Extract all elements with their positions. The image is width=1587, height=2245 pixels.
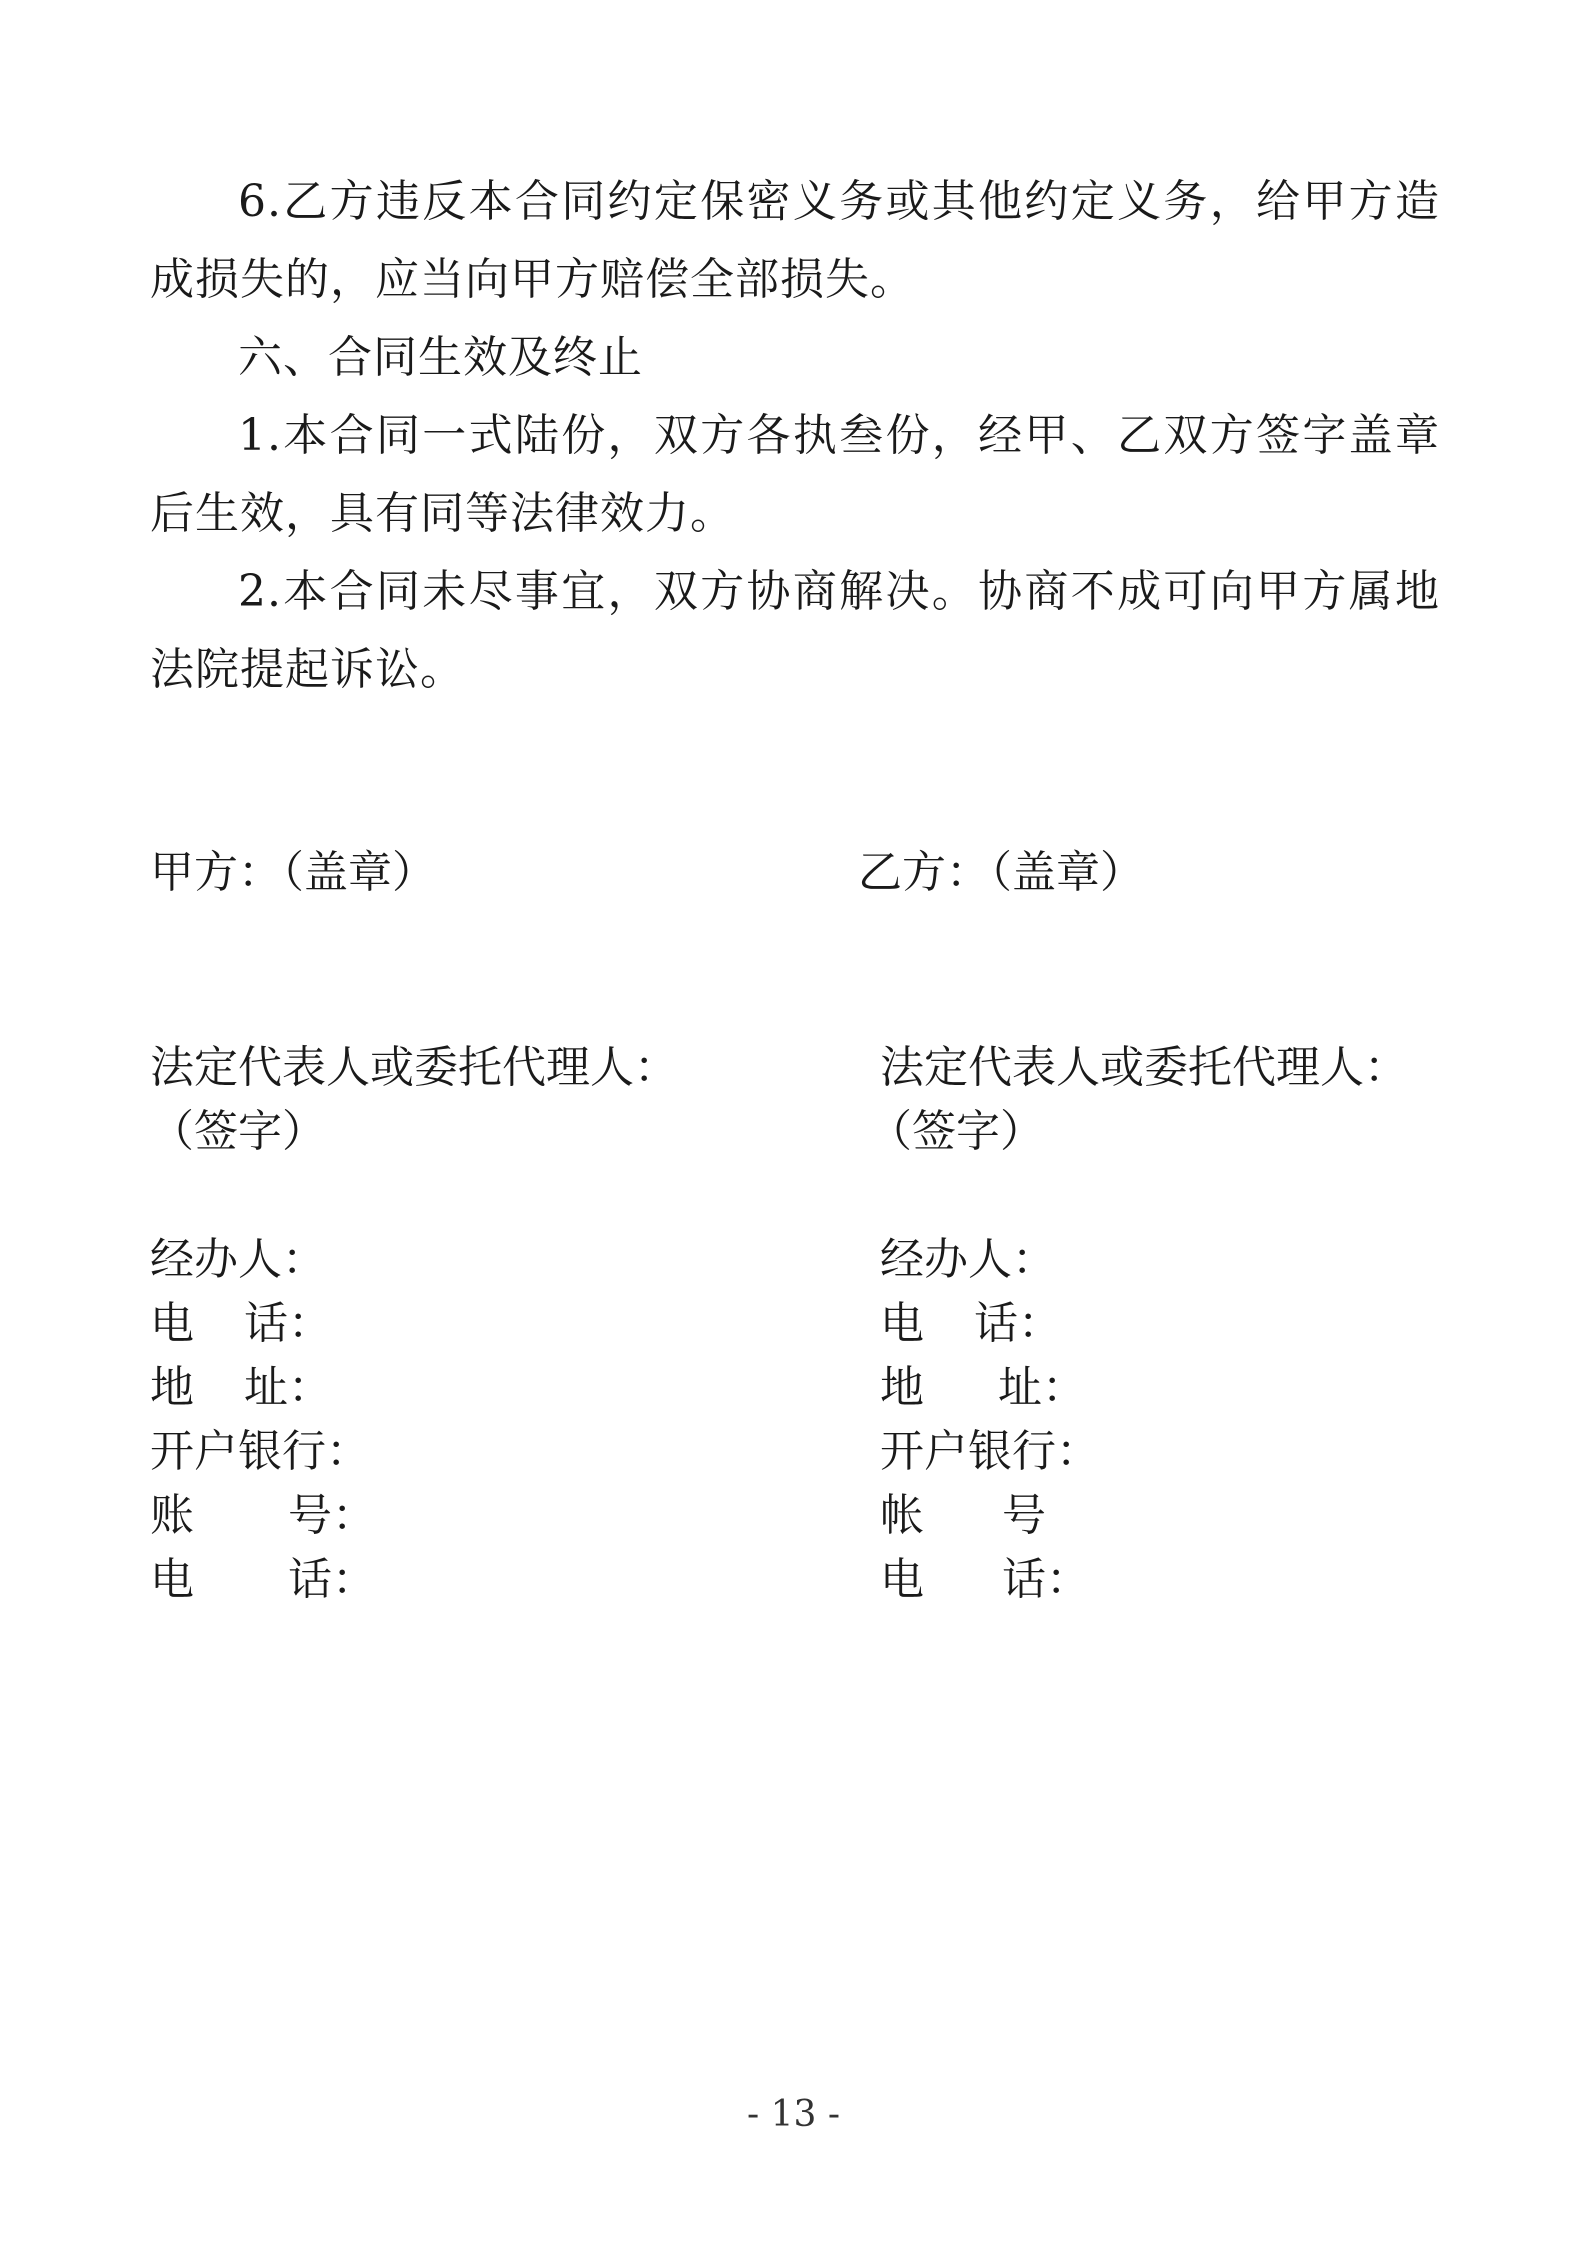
clause-1-number: 1. xyxy=(238,410,282,461)
clause-2-text: 本合同未尽事宜，双方协商解决。协商不成可向甲方属地法院提起诉讼。 xyxy=(150,566,1440,695)
party-b-seal: 乙方：（盖章） xyxy=(858,847,1144,898)
clause-1-text: 本合同一式陆份，双方各执叁份，经甲、乙双方签字盖章后生效，具有同等法律效力。 xyxy=(150,410,1440,539)
party-b-representative: 法定代表人或委托代理人： xyxy=(880,1042,1408,1093)
page-number: - 13 - xyxy=(746,2094,841,2135)
party-a-address: 地 址： xyxy=(150,1362,332,1413)
clause-2-paragraph xyxy=(150,553,1440,709)
party-a-handler: 经办人： xyxy=(150,1234,326,1285)
party-b-handler: 经办人： xyxy=(880,1234,1056,1285)
clause-6-paragraph xyxy=(150,163,1440,319)
party-b-phone: 电 话： xyxy=(880,1298,1062,1349)
party-a-phone: 电 话： xyxy=(150,1298,332,1349)
party-a-representative: 法定代表人或委托代理人： xyxy=(150,1042,678,1093)
party-b-bank: 开户银行： xyxy=(880,1426,1100,1477)
party-b-account: 帐 号 xyxy=(880,1490,1046,1541)
party-a-bank: 开户银行： xyxy=(150,1426,370,1477)
party-b-signature: （签字） xyxy=(868,1106,1044,1157)
party-b-phone-2: 电 话： xyxy=(880,1554,1090,1605)
clause-1-paragraph xyxy=(150,397,1440,553)
party-a-phone-2: 电 话： xyxy=(150,1554,376,1605)
clause-6-text: 乙方违反本合同约定保密义务或其他约定义务，给甲方造成损失的，应当向甲方赔偿全部损失。 xyxy=(150,176,1440,305)
party-a-account: 账 号： xyxy=(150,1490,376,1541)
party-a-signature: （签字） xyxy=(150,1106,326,1157)
clause-6-number: 6. xyxy=(238,176,282,227)
party-b-address: 地 址： xyxy=(880,1362,1086,1413)
clause-2-number: 2. xyxy=(238,566,282,617)
section-heading: 六、合同生效及终止 xyxy=(238,332,643,383)
party-a-seal: 甲方：（盖章） xyxy=(150,847,436,898)
